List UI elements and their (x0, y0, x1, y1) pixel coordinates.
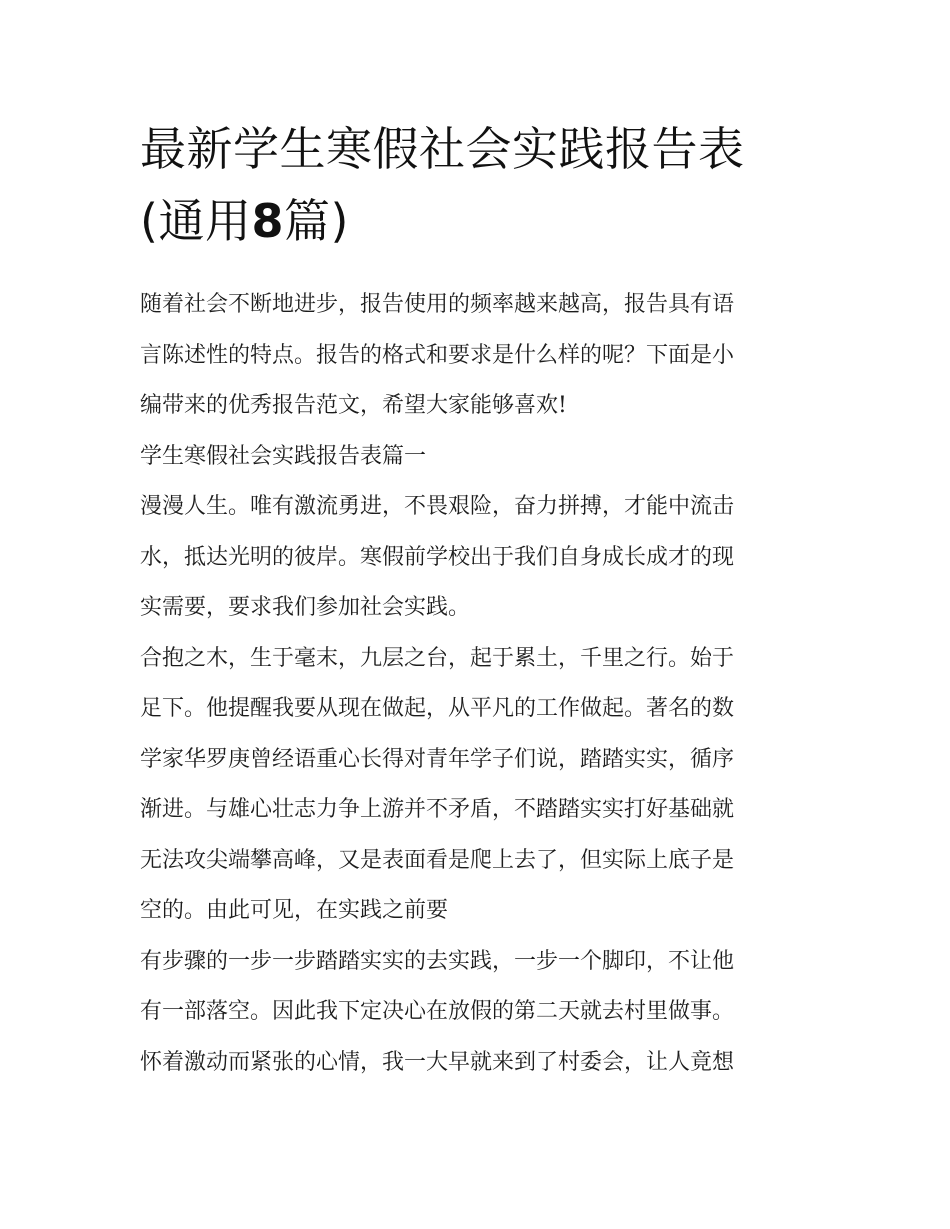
paragraph-line: 空的。由此可见，在实践之前要 (140, 898, 449, 923)
paragraph-line: 漫漫人生。唯有激流勇进，不畏艰险，奋力拼搏，才能中流击 (140, 494, 735, 519)
intro-line: 编带来的优秀报告范文，希望大家能够喜欢! (140, 393, 567, 418)
paragraph-line: 实需要，要求我们参加社会实践。 (140, 595, 471, 620)
paragraph-line: 渐进。与雄心壮志力争上游并不矛盾，不踏踏实实打好基础就 (140, 797, 735, 822)
title-prefix: (通用 (140, 194, 252, 248)
body-paragraph-1 (140, 482, 812, 634)
paragraph-line: 足下。他提醒我要从现在做起，从平凡的工作做起。著名的数 (140, 696, 735, 721)
intro-line: 言陈述性的特点。报告的格式和要求是什么样的呢？下面是小 (140, 342, 735, 368)
document-body (140, 280, 812, 1088)
paragraph-line: 无法攻尖端攀高峰，又是表面看是爬上去了，但实际上底子是 (140, 847, 735, 873)
paragraph-line: 有一部落空。因此我下定决心在放假的第二天就去村里做事。 (140, 999, 735, 1024)
body-paragraph-3 (140, 937, 812, 1089)
paragraph-line: 水，抵达光明的彼岸。寒假前学校出于我们自身成长成才的现 (140, 544, 735, 570)
intro-paragraph (140, 280, 812, 432)
section-heading: 学生寒假社会实践报告表篇一 (140, 443, 427, 469)
document-title (140, 113, 830, 257)
paragraph-line: 学家华罗庚曾经语重心长得对青年学子们说，踏踏实实，循序 (140, 746, 735, 772)
title-line-2 (140, 185, 830, 257)
paragraph-line: 合抱之木，生于毫末，九层之台，起于累土，千里之行。始于 (140, 645, 735, 671)
title-line-1: 最新学生寒假社会实践报告表 (140, 122, 745, 176)
title-suffix: 篇) (283, 194, 349, 248)
paragraph-line: 怀着激动而紧张的心情，我一大早就来到了村委会，让人竟想 (140, 1049, 735, 1075)
intro-line: 随着社会不断地进步，报告使用的频率越来越高，报告具有语 (140, 292, 735, 317)
body-paragraph-2 (140, 634, 812, 937)
title-number: 8 (251, 194, 284, 248)
paragraph-line: 有步骤的一步一步踏踏实实的去实践，一步一个脚印，不让他 (140, 948, 735, 974)
